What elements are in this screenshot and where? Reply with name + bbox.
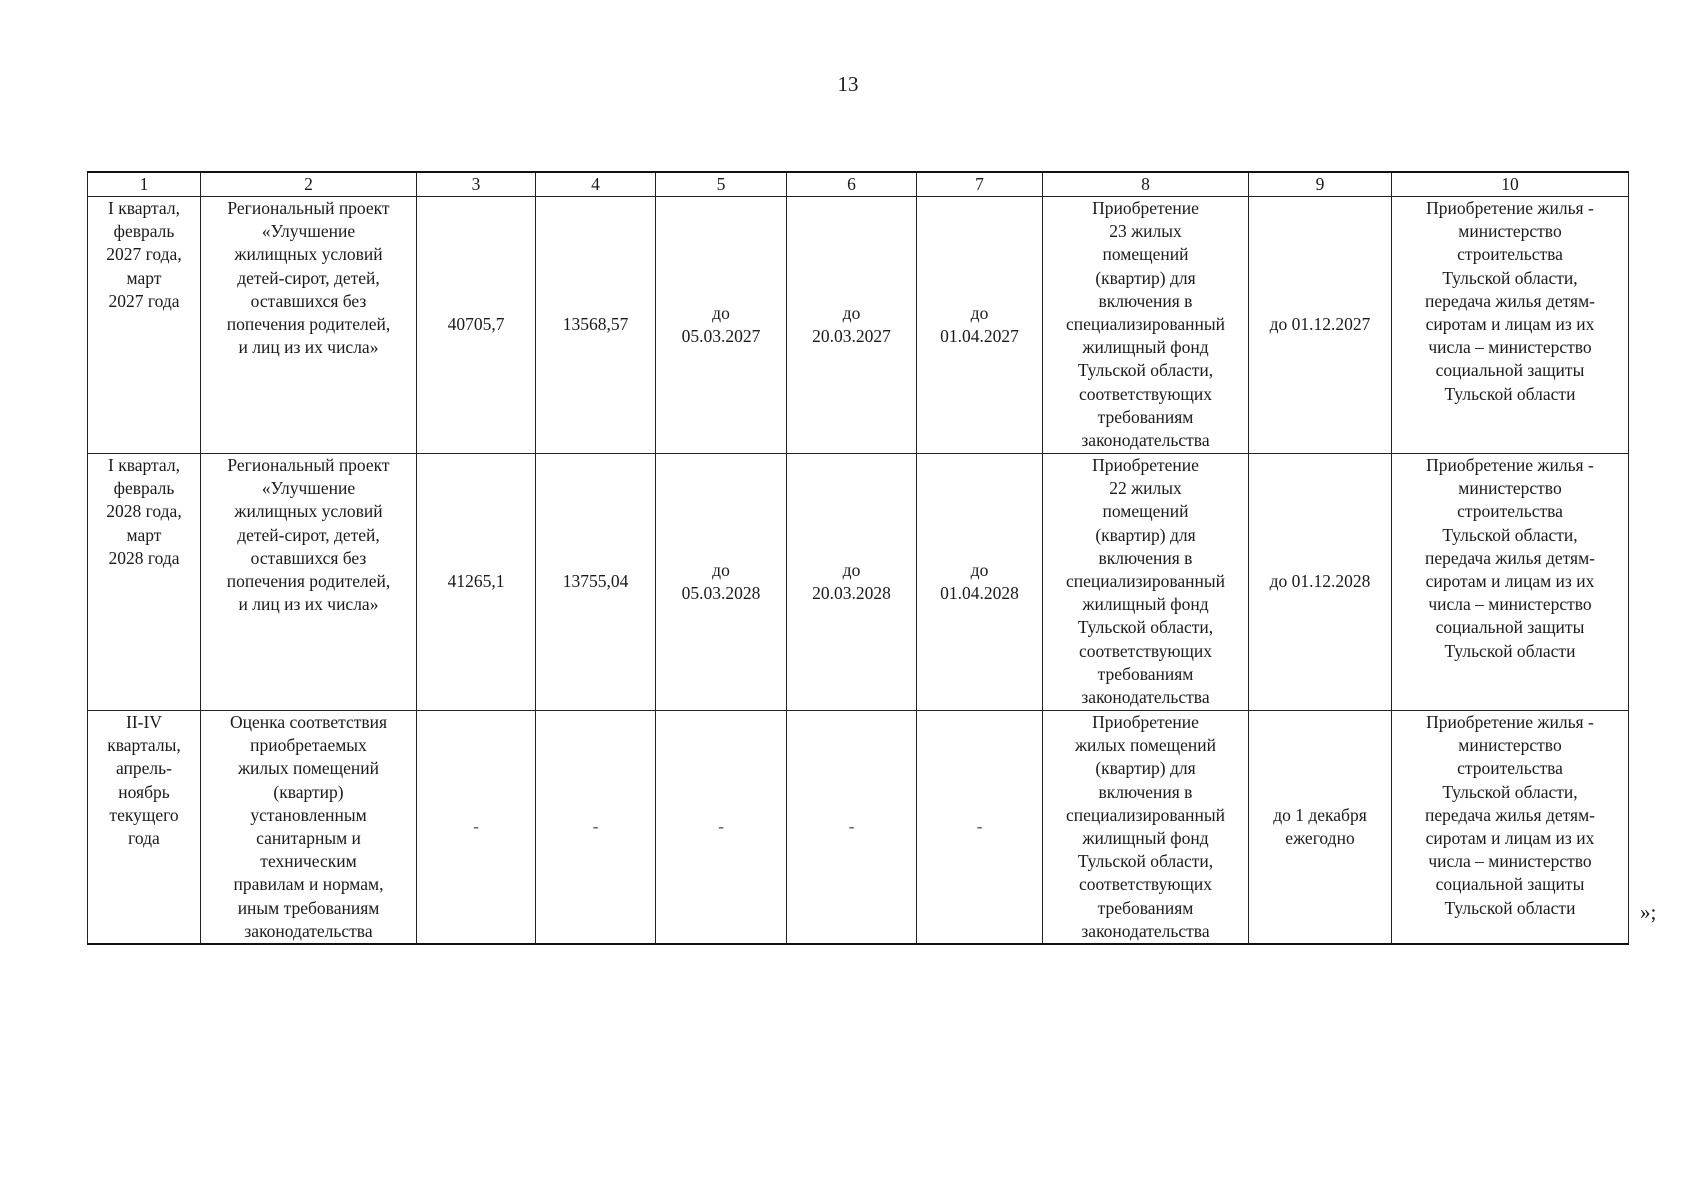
date-cell: - <box>917 711 1043 945</box>
column-header: 8 <box>1043 172 1249 197</box>
column-header: 7 <box>917 172 1043 197</box>
date-cell: - <box>656 711 787 945</box>
amount-cell: 13568,57 <box>536 197 656 454</box>
date-cell: до 01.04.2028 <box>917 454 1043 711</box>
responsible-cell: Приобретение жилья - министерство строительства Тульской области, передача жилья детям- сиротам и лицам из их числа – министерство социальной защиты Тульской области <box>1392 197 1629 454</box>
project-cell: Региональный проект «Улучшение жилищных условий детей-сирот, детей, оставшихся без попечения родителей, и лиц из их числа» <box>201 197 417 454</box>
column-header: 2 <box>201 172 417 197</box>
amount-cell: 40705,7 <box>417 197 536 454</box>
date-cell: до 05.03.2027 <box>656 197 787 454</box>
schedule-table <box>87 171 1629 945</box>
header-row <box>88 172 1629 197</box>
responsible-cell: Приобретение жилья - министерство строительства Тульской области, передача жилья детям- сиротам и лицам из их числа – министерство социальной защиты Тульской области <box>1392 711 1629 945</box>
amount-cell: 13755,04 <box>536 454 656 711</box>
date-cell: до 05.03.2028 <box>656 454 787 711</box>
column-header: 4 <box>536 172 656 197</box>
table-row <box>88 711 1629 945</box>
column-header: 10 <box>1392 172 1629 197</box>
table-header <box>88 172 1629 197</box>
period-cell: I квартал, февраль 2027 года, март 2027 года <box>88 197 201 454</box>
date-cell: до 01.04.2027 <box>917 197 1043 454</box>
column-header: 9 <box>1249 172 1392 197</box>
column-header: 1 <box>88 172 201 197</box>
deadline-cell: до 1 декабря ежегодно <box>1249 711 1392 945</box>
date-cell: до 20.03.2027 <box>787 197 917 454</box>
result-cell: Приобретение 23 жилых помещений (квартир) для включения в специализированный жилищный фонд Тульской области, соответствующих требованиям законодательства <box>1043 197 1249 454</box>
date-cell: до 20.03.2028 <box>787 454 917 711</box>
table-body <box>88 197 1629 945</box>
column-header: 5 <box>656 172 787 197</box>
amount-cell: 41265,1 <box>417 454 536 711</box>
amount-cell: - <box>417 711 536 945</box>
period-cell: II-IV кварталы, апрель- ноябрь текущего года <box>88 711 201 945</box>
amount-cell: - <box>536 711 656 945</box>
table-row <box>88 197 1629 454</box>
table-row <box>88 454 1629 711</box>
closing-quote-mark: »; <box>1640 900 1657 924</box>
result-cell: Приобретение 22 жилых помещений (квартир) для включения в специализированный жилищный фонд Тульской области, соответствующих требованиям законодательства <box>1043 454 1249 711</box>
project-cell: Оценка соответствия приобретаемых жилых помещений (квартир) установленным санитарным и техническим правилам и нормам, иным требованиям законодательства <box>201 711 417 945</box>
column-header: 3 <box>417 172 536 197</box>
column-header: 6 <box>787 172 917 197</box>
responsible-cell: Приобретение жилья - министерство строительства Тульской области, передача жилья детям- сиротам и лицам из их числа – министерство социальной защиты Тульской области <box>1392 454 1629 711</box>
page-number: 13 <box>837 72 859 96</box>
period-cell: I квартал, февраль 2028 года, март 2028 года <box>88 454 201 711</box>
deadline-cell: до 01.12.2027 <box>1249 197 1392 454</box>
date-cell: - <box>787 711 917 945</box>
deadline-cell: до 01.12.2028 <box>1249 454 1392 711</box>
result-cell: Приобретение жилых помещений (квартир) для включения в специализированный жилищный фонд Тульской области, соответствующих требованиям законодательства <box>1043 711 1249 945</box>
project-cell: Региональный проект «Улучшение жилищных условий детей-сирот, детей, оставшихся без попечения родителей, и лиц из их числа» <box>201 454 417 711</box>
